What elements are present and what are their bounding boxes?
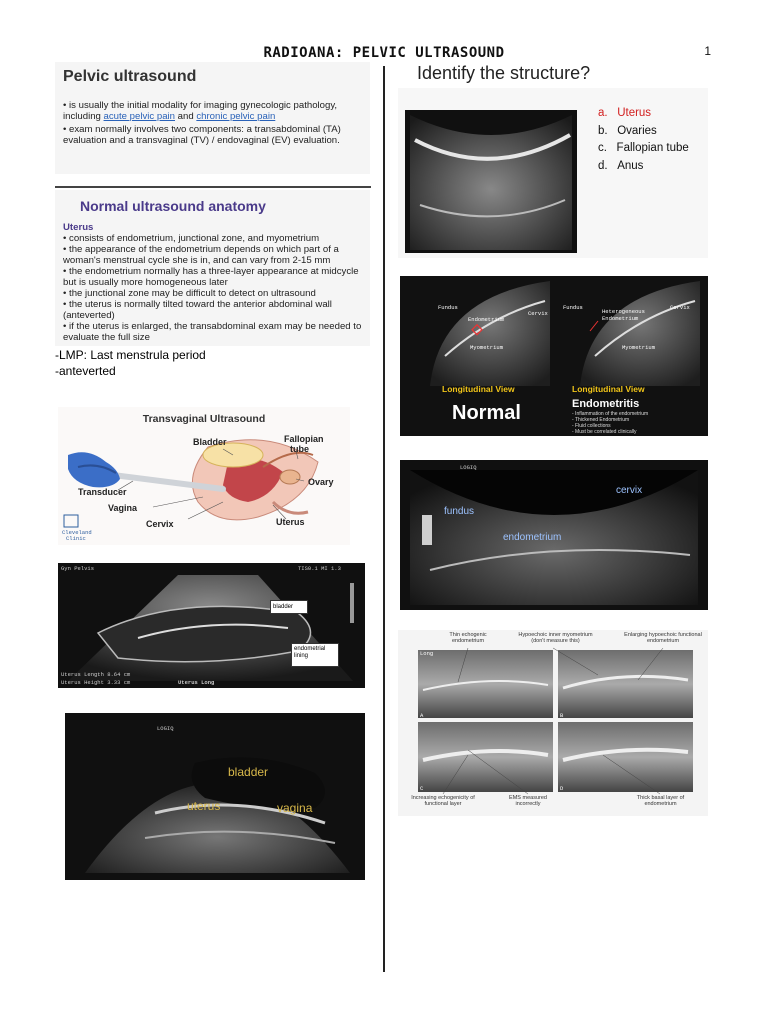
label-tube: tube bbox=[290, 444, 309, 454]
annotation-increasing-echogenicity: Increasing echogenicity of functional layer bbox=[411, 795, 475, 807]
annotation-functional-endometrium: Enlarging hypoechoic functional endometrium bbox=[624, 632, 702, 644]
list-item: • the appearance of the endometrium depends on which part of a woman's menstrual cycle she is in, and can vary from 2-15 mm bbox=[63, 244, 339, 266]
slide-pelvic-ultrasound bbox=[55, 62, 370, 174]
option-letter: a. bbox=[598, 107, 608, 119]
option-a[interactable] bbox=[598, 105, 689, 123]
label-cervix-2: Cervix bbox=[670, 304, 690, 311]
label-transducer: Transducer bbox=[78, 487, 127, 497]
option-b[interactable] bbox=[598, 123, 689, 141]
ultrasound-image bbox=[400, 276, 708, 436]
option-text: Anus bbox=[617, 159, 644, 172]
diagram-illustration bbox=[58, 407, 350, 545]
option-text: Fallopian tube bbox=[616, 142, 689, 154]
ultrasound-image bbox=[405, 110, 577, 253]
image-caption: Uterus Long bbox=[178, 679, 215, 686]
link-acute-pelvic-pain[interactable]: acute pelvic pain bbox=[103, 111, 176, 122]
list-item: - Must be correlated clinically bbox=[572, 429, 637, 435]
image-meta: Gyn Pelvis bbox=[61, 565, 95, 572]
heading-normal: Normal bbox=[452, 402, 521, 424]
endometritis-comparison-panel bbox=[400, 276, 708, 436]
option-text: Uterus bbox=[617, 107, 652, 119]
label-cervix: Cervix bbox=[146, 519, 174, 529]
label-fundus-2: Fundus bbox=[563, 304, 583, 311]
document-title: RADIOANA: PELVIC ULTRASOUND bbox=[263, 45, 505, 61]
label-ovary: Ovary bbox=[308, 477, 334, 487]
callout-endometrial-lining bbox=[291, 643, 339, 667]
ultrasound-image bbox=[65, 713, 365, 880]
ultrasound-uterus-long bbox=[58, 563, 365, 688]
section-divider bbox=[55, 186, 371, 188]
ultrasound-grid-image bbox=[398, 630, 708, 816]
label-endometrium: endometrium bbox=[503, 532, 562, 543]
image-meta: TIS0.1 MI 1.3 bbox=[298, 565, 341, 572]
label-heterogeneous-endometrium: Heterogeneous Endometrium bbox=[602, 308, 645, 322]
endometritis-bullets bbox=[572, 411, 648, 435]
question-title: Identify the structure? bbox=[417, 63, 591, 83]
label-bladder: bladder bbox=[228, 765, 269, 779]
option-text: Ovaries bbox=[617, 124, 657, 137]
label-myometrium: Myometrium bbox=[470, 344, 504, 351]
clinic-logo-text: Clinic bbox=[66, 535, 86, 542]
measurement-length: Uterus Length 8.64 cm bbox=[61, 671, 131, 678]
list-item: • the junctional zone may be difficult to detect on ultrasound bbox=[63, 288, 316, 299]
option-letter: c. bbox=[598, 142, 607, 154]
ultrasound-bladder-uterus bbox=[65, 713, 365, 880]
bullet-exam-components: • exam normally involves two components: a transabdominal (TA) evaluation and a transvaginal (TV) / endovaginal (EV) evaluation. bbox=[63, 124, 341, 146]
list-item: • the uterus is normally tilted toward the anterior abdominal wall (anteverted) bbox=[63, 299, 332, 321]
ultrasound-image bbox=[58, 563, 365, 688]
option-letter: d. bbox=[598, 159, 608, 172]
label-bladder: Bladder bbox=[193, 437, 227, 447]
bullet-text: and bbox=[175, 111, 197, 122]
panel-tag-c: C bbox=[420, 785, 424, 792]
slide-title: Pelvic ultrasound bbox=[63, 68, 197, 85]
annotation-ems-incorrect: EMS measured incorrectly bbox=[509, 795, 547, 807]
diagram-title: Transvaginal Ultrasound bbox=[142, 413, 266, 425]
ultrasound-fundus-cervix bbox=[400, 460, 708, 610]
endometrium-phase-grid bbox=[398, 630, 708, 816]
transvaginal-diagram bbox=[58, 407, 350, 545]
label-vagina: vagina bbox=[277, 801, 313, 815]
list-item: - Inflammation of the endometrium bbox=[572, 411, 649, 417]
link-chronic-pelvic-pain[interactable]: chronic pelvic pain bbox=[196, 111, 276, 122]
device-logo: LOGIQ bbox=[157, 725, 174, 732]
annotation-inner-myometrium: Hypoechoic inner myometrium (don't measure this) bbox=[518, 632, 593, 644]
column-divider bbox=[383, 66, 385, 972]
option-c[interactable] bbox=[598, 140, 689, 158]
page-number: 1 bbox=[704, 44, 711, 58]
label-myometrium-2: Myometrium bbox=[622, 344, 656, 351]
slide-subtitle: Uterus bbox=[63, 222, 94, 233]
callout-text: endometrial bbox=[294, 646, 326, 652]
bullet-text: • is usually the initial modality for imaging gynecologic pathology, including bbox=[63, 100, 338, 122]
list-item: - Fluid collections bbox=[572, 423, 611, 429]
callout-text: lining bbox=[294, 653, 309, 659]
label-cervix: Cervix bbox=[528, 310, 548, 317]
bullet-initial-modality bbox=[63, 100, 363, 122]
callout-bladder: bladder bbox=[270, 600, 308, 614]
view-label-endometritis: Longitudinal View bbox=[572, 384, 645, 394]
anatomy-bullet-list bbox=[63, 233, 369, 343]
device-logo: LOGIQ bbox=[460, 464, 477, 471]
label-fallopian: Fallopian bbox=[284, 434, 324, 444]
panel-tag-a: A bbox=[420, 712, 424, 719]
list-item: - Thickened Endometrium bbox=[572, 417, 630, 423]
note-anteverted: -anteverted bbox=[55, 364, 116, 378]
list-item: • the endometrium normally has a three-layer appearance at midcycle but is usually more homogeneous later bbox=[63, 266, 359, 288]
panel-tag-d: D bbox=[560, 785, 564, 792]
annotation-thin-endometrium: Thin echogenic endometrium bbox=[449, 632, 487, 644]
label-vagina: Vagina bbox=[108, 503, 138, 513]
clinic-logo-text: Cleveland bbox=[62, 529, 92, 536]
label-fundus: fundus bbox=[444, 506, 475, 517]
note-lmp: -LMP: Last menstrula period bbox=[55, 348, 206, 362]
list-item: • if the uterus is enlarged, the transabdominal exam may be needed to evaluate the full size bbox=[63, 321, 362, 343]
measurement-height: Uterus Height 3.33 cm bbox=[61, 679, 131, 686]
label-uterus: uterus bbox=[187, 799, 221, 813]
label-endometrium: Endometrium bbox=[468, 316, 505, 323]
option-d[interactable] bbox=[598, 158, 689, 176]
label-fundus: Fundus bbox=[438, 304, 458, 311]
view-label-normal: Longitudinal View bbox=[442, 384, 515, 394]
panel-tag-b: B bbox=[560, 712, 564, 719]
question-ultrasound-image bbox=[405, 110, 577, 253]
view-tag-long: Long bbox=[420, 650, 434, 657]
option-letter: b. bbox=[598, 124, 608, 137]
annotation-thick-basal-layer: Thick basal layer of endometrium bbox=[636, 795, 685, 807]
slide-normal-anatomy bbox=[55, 190, 370, 346]
slide-title: Normal ultrasound anatomy bbox=[80, 198, 266, 214]
label-cervix: cervix bbox=[616, 485, 643, 496]
heading-endometritis: Endometritis bbox=[572, 398, 640, 410]
list-item: • consists of endometrium, junctional zone, and myometrium bbox=[63, 233, 320, 244]
label-uterus: Uterus bbox=[276, 517, 305, 527]
answer-options bbox=[598, 105, 689, 175]
